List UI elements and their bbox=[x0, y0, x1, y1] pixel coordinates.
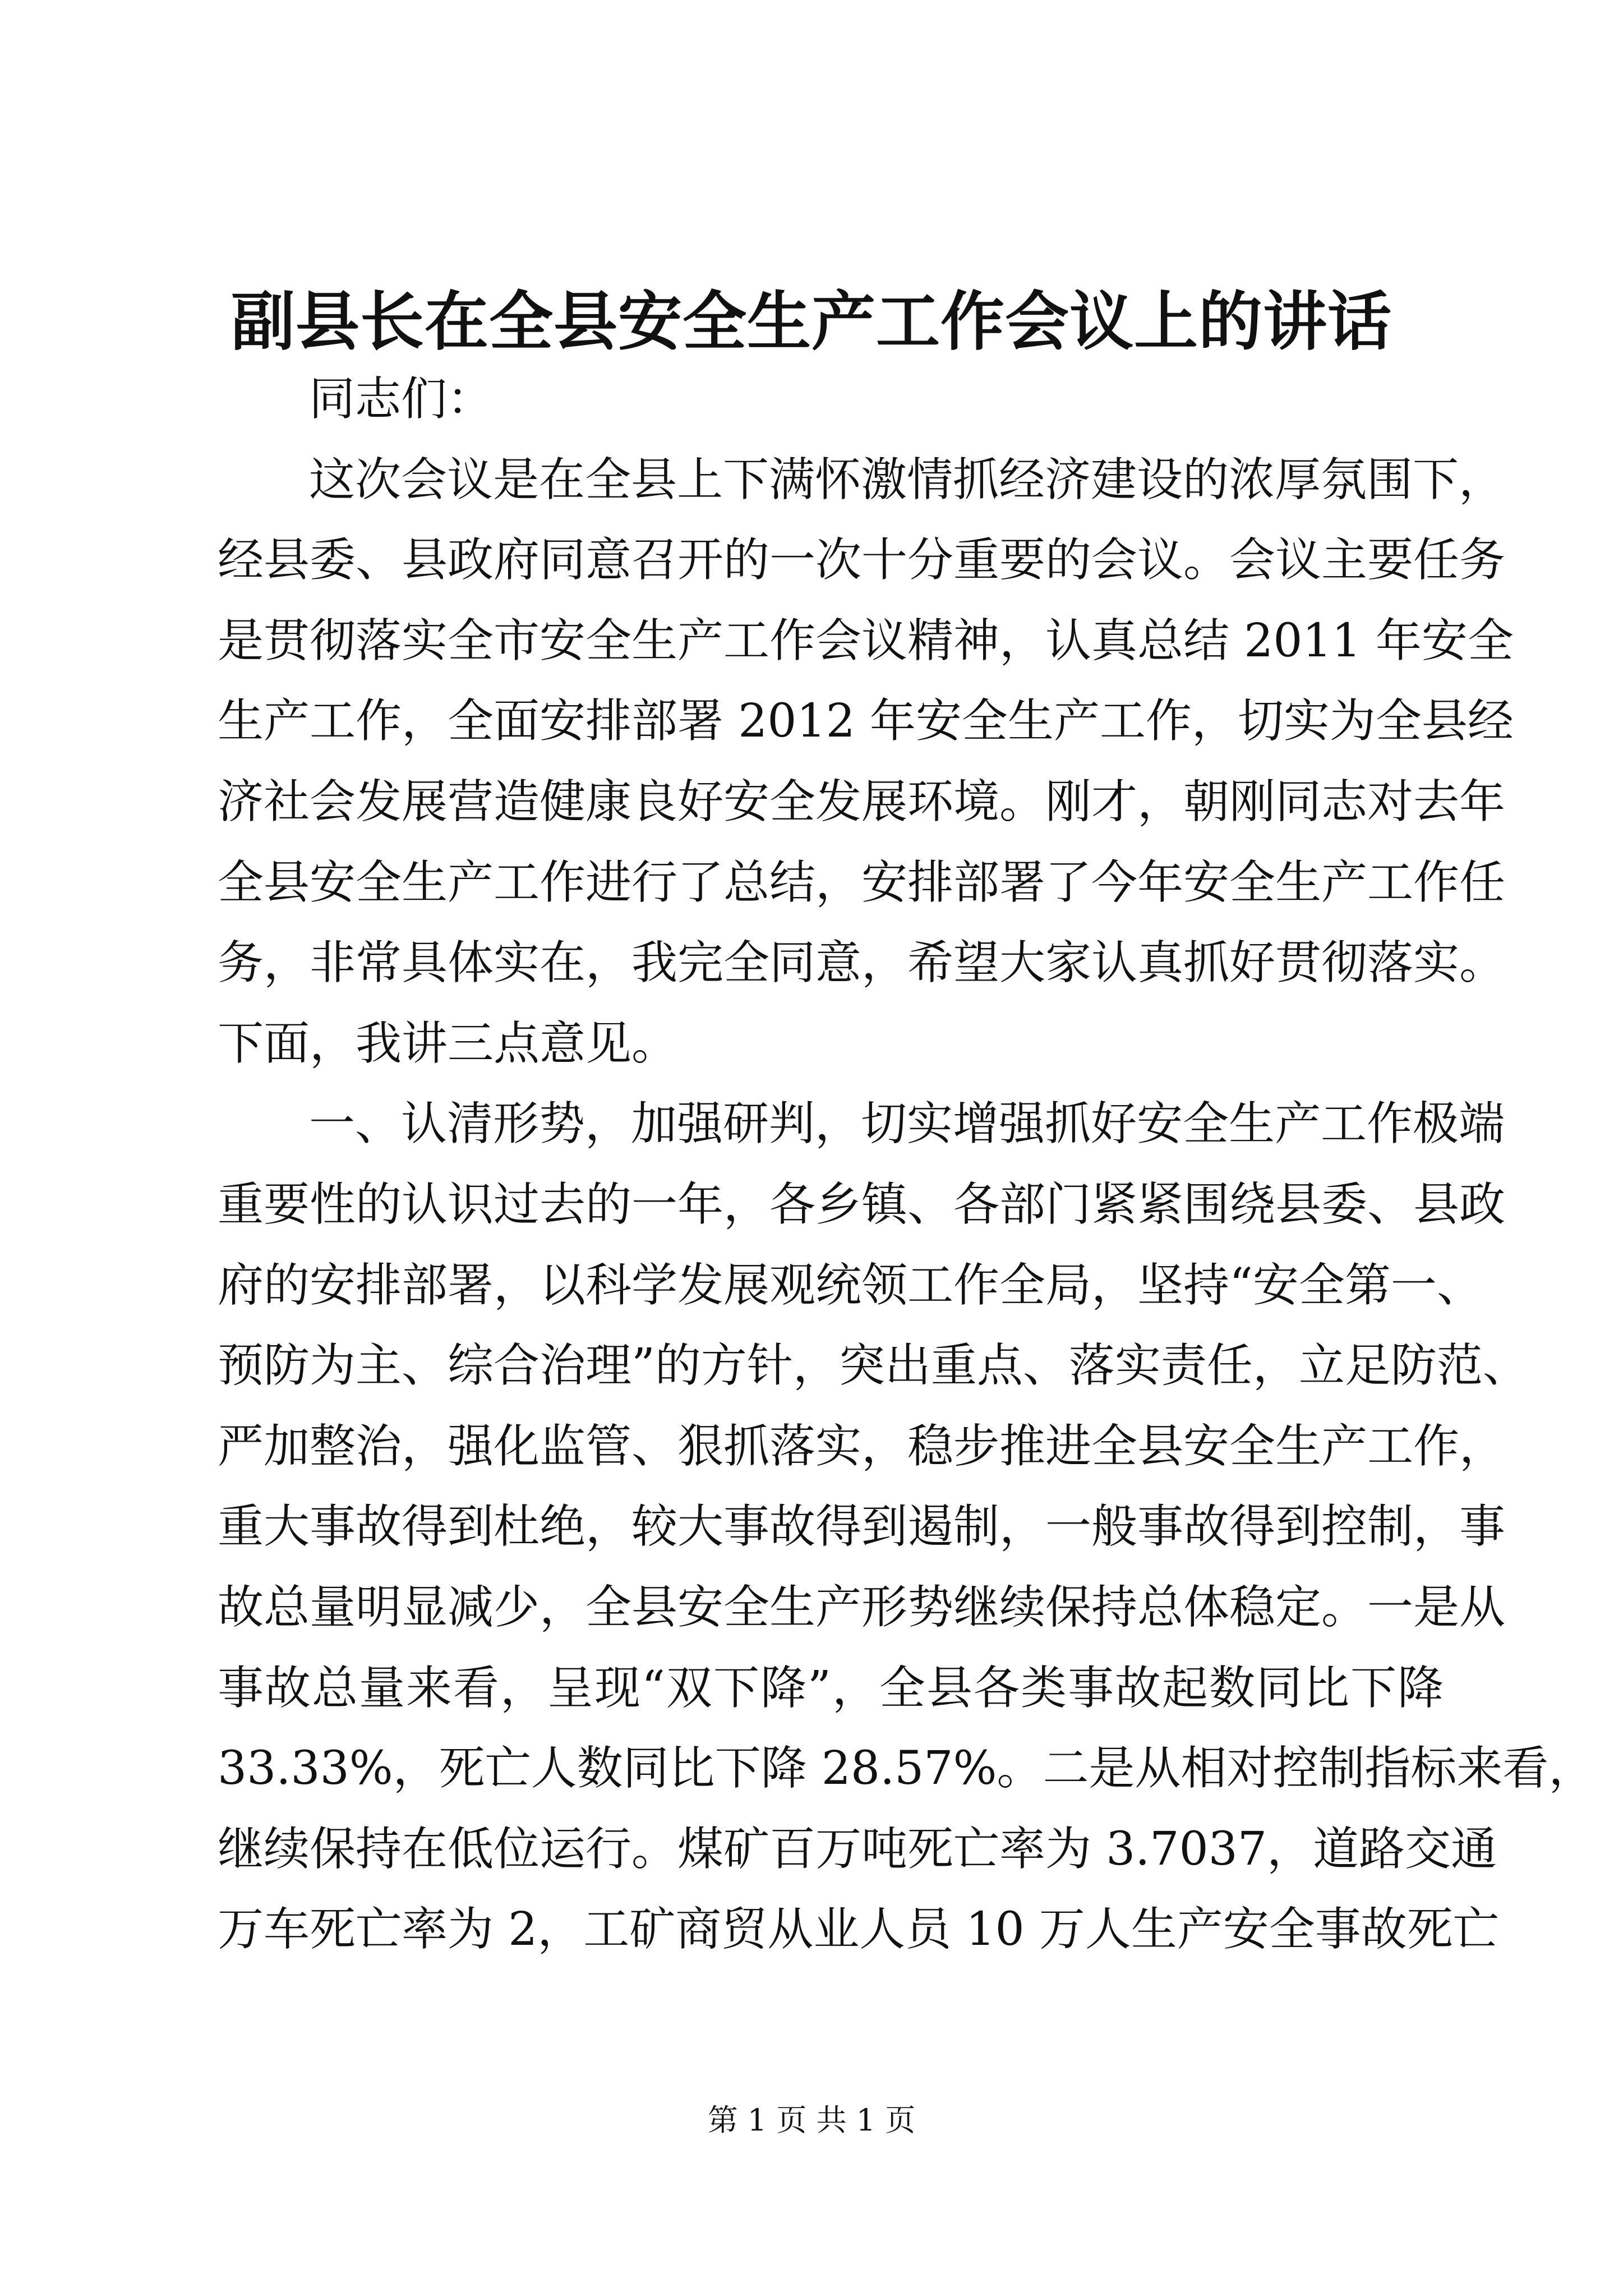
paragraph-line: 下面，我讲三点意见。 bbox=[218, 1016, 678, 1070]
paragraph-line: 万车死亡率为 2，工矿商贸从业人员 10 万人生产安全事故死亡 bbox=[218, 1903, 1499, 1957]
paragraph-line: 生产工作，全面安排部署 2012 年安全生产工作，切实为全县经 bbox=[218, 694, 1514, 748]
paragraph-line: 继续保持在低位运行。煤矿百万吨死亡率为 3.7037，道路交通 bbox=[218, 1822, 1497, 1876]
salutation: 同志们： bbox=[309, 372, 494, 426]
page-footer: 第 1 页 共 1 页 bbox=[707, 2102, 916, 2138]
paragraph-line: 务，非常具体实在，我完全同意，希望大家认真抓好贯彻落实。 bbox=[218, 936, 1506, 990]
paragraph-line: 经县委、县政府同意召开的一次十分重要的会议。会议主要任务 bbox=[218, 533, 1506, 587]
paragraph-line: 33.33%，死亡人数同比下降 28.57%。二是从相对控制指标来看， bbox=[218, 1742, 1595, 1796]
section-heading-line: 一、认清形势，加强研判，切实增强抓好安全生产工作极端 bbox=[309, 1097, 1505, 1151]
document-title: 副县长在全县安全生产工作会议上的讲话 bbox=[230, 284, 1392, 359]
paragraph-line: 故总量明显减少，全县安全生产形势继续保持总体稳定。一是从 bbox=[218, 1580, 1506, 1634]
paragraph-line: 预防为主、综合治理”的方针，突出重点、落实责任，立足防范、 bbox=[218, 1339, 1529, 1393]
paragraph-line: 济社会发展营造健康良好安全发展环境。刚才，朝刚同志对去年 bbox=[218, 775, 1506, 829]
paragraph-line: 事故总量来看，呈现“双下降”，全县各类事故起数同比下降 bbox=[218, 1661, 1444, 1715]
paragraph-line: 重要性的认识过去的一年，各乡镇、各部门紧紧围绕县委、县政 bbox=[218, 1177, 1506, 1231]
paragraph-line: 全县安全生产工作进行了总结，安排部署了今年安全生产工作任 bbox=[218, 855, 1506, 909]
paragraph-line: 严加整治，强化监管、狠抓落实，稳步推进全县安全生产工作， bbox=[218, 1419, 1506, 1473]
paragraph-line: 府的安排部署，以科学发展观统领工作全局，坚持“安全第一、 bbox=[218, 1258, 1483, 1312]
document-body bbox=[218, 359, 1595, 1970]
paragraph-line: 重大事故得到杜绝，较大事故得到遏制，一般事故得到控制，事 bbox=[218, 1500, 1506, 1554]
paragraph-line: 这次会议是在全县上下满怀激情抓经济建设的浓厚氛围下， bbox=[309, 453, 1505, 507]
paragraph-line: 是贯彻落实全市安全生产工作会议精神，认真总结 2011 年安全 bbox=[218, 614, 1514, 668]
